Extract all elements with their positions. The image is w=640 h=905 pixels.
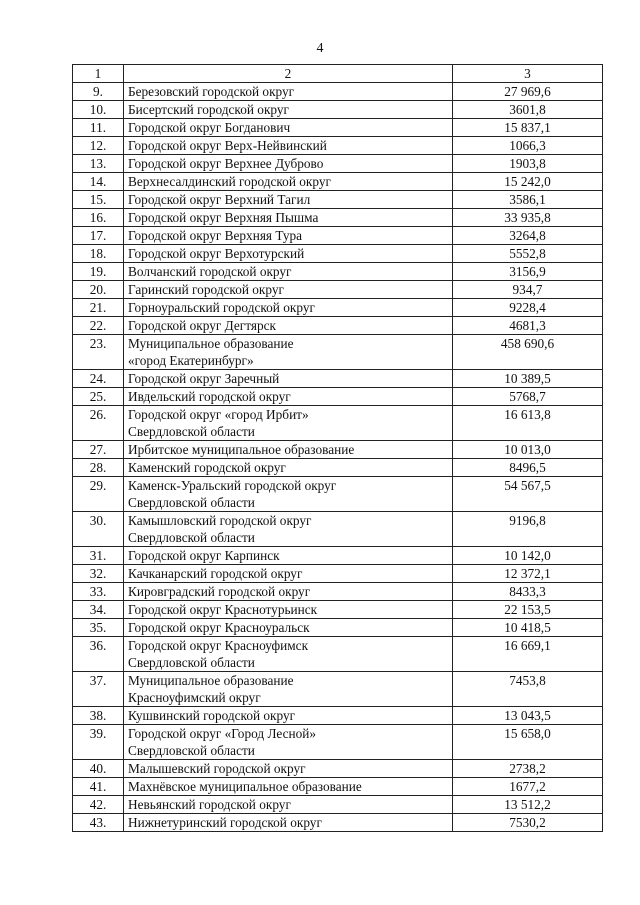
amount-cell: 33 935,8	[453, 209, 603, 227]
municipality-name-cell: Городской округ Карпинск	[124, 547, 453, 565]
row-number-cell: 16.	[73, 209, 124, 227]
table-row	[73, 565, 603, 583]
municipality-name-cell: Верхнесалдинский городской округ	[124, 173, 453, 191]
amount-cell: 15 242,0	[453, 173, 603, 191]
amount-cell: 10 142,0	[453, 547, 603, 565]
municipality-name-cell: Городской округ Заречный	[124, 370, 453, 388]
table-row	[73, 477, 603, 512]
row-number-cell: 28.	[73, 459, 124, 477]
amount-cell: 1066,3	[453, 137, 603, 155]
row-number-cell: 39.	[73, 725, 124, 760]
amount-cell: 27 969,6	[453, 83, 603, 101]
row-number-cell: 15.	[73, 191, 124, 209]
page-number: 4	[316, 41, 324, 56]
table-row	[73, 173, 603, 191]
table-row	[73, 209, 603, 227]
amount-cell: 5768,7	[453, 388, 603, 406]
amount-cell: 8496,5	[453, 459, 603, 477]
municipality-name-cell: Городской округ Богданович	[124, 119, 453, 137]
municipality-name-cell: Качканарский городской округ	[124, 565, 453, 583]
table-row	[73, 760, 603, 778]
amount-cell: 16 613,8	[453, 406, 603, 441]
row-number-cell: 17.	[73, 227, 124, 245]
table-row	[73, 725, 603, 760]
row-number-cell: 29.	[73, 477, 124, 512]
amount-cell: 13 512,2	[453, 796, 603, 814]
table-row	[73, 583, 603, 601]
amount-cell: 13 043,5	[453, 707, 603, 725]
table-row	[73, 512, 603, 547]
amount-cell: 10 013,0	[453, 441, 603, 459]
row-number-cell: 41.	[73, 778, 124, 796]
municipality-name-cell: Махнёвское муниципальное образование	[124, 778, 453, 796]
municipality-name-cell: Городской округ Верхний Тагил	[124, 191, 453, 209]
municipality-name-cell: Городской округ Верхняя Тура	[124, 227, 453, 245]
amount-cell: 9228,4	[453, 299, 603, 317]
municipality-name-cell: Городской округ Верхнее Дуброво	[124, 155, 453, 173]
row-number-cell: 22.	[73, 317, 124, 335]
row-number-cell: 9.	[73, 83, 124, 101]
municipality-name-cell: Нижнетуринский городской округ	[124, 814, 453, 832]
table-row	[73, 672, 603, 707]
table-row	[73, 155, 603, 173]
amount-cell: 54 567,5	[453, 477, 603, 512]
data-table	[72, 64, 603, 832]
amount-cell: 1677,2	[453, 778, 603, 796]
amount-cell: 7530,2	[453, 814, 603, 832]
municipality-name-cell: Кушвинский городской округ	[124, 707, 453, 725]
municipality-name-cell: Городской округ Верхняя Пышма	[124, 209, 453, 227]
municipality-name-cell: Кировградский городской округ	[124, 583, 453, 601]
header-col-1: 1	[73, 65, 124, 83]
table-row	[73, 406, 603, 441]
amount-cell: 15 837,1	[453, 119, 603, 137]
row-number-cell: 13.	[73, 155, 124, 173]
header-col-2: 2	[124, 65, 453, 83]
table-row	[73, 83, 603, 101]
row-number-cell: 31.	[73, 547, 124, 565]
row-number-cell: 38.	[73, 707, 124, 725]
row-number-cell: 12.	[73, 137, 124, 155]
municipality-name-cell: Муниципальное образование Красноуфимский округ	[124, 672, 453, 707]
municipality-name-cell: Камышловский городской округ Свердловской области	[124, 512, 453, 547]
row-number-cell: 23.	[73, 335, 124, 370]
header-row	[73, 65, 603, 83]
table-row	[73, 263, 603, 281]
table-row	[73, 370, 603, 388]
table-row	[73, 388, 603, 406]
municipality-name-cell: Городской округ Краснотурьинск	[124, 601, 453, 619]
municipality-name-cell: Бисертский городской округ	[124, 101, 453, 119]
table-row	[73, 245, 603, 263]
row-number-cell: 35.	[73, 619, 124, 637]
row-number-cell: 11.	[73, 119, 124, 137]
municipality-name-cell: Городской округ Красноуфимск Свердловской области	[124, 637, 453, 672]
table-row	[73, 778, 603, 796]
municipality-name-cell: Городской округ Красноуральск	[124, 619, 453, 637]
table-row	[73, 137, 603, 155]
amount-cell: 458 690,6	[453, 335, 603, 370]
amount-cell: 934,7	[453, 281, 603, 299]
municipality-name-cell: Городской округ Дегтярск	[124, 317, 453, 335]
row-number-cell: 42.	[73, 796, 124, 814]
amount-cell: 3601,8	[453, 101, 603, 119]
amount-cell: 3264,8	[453, 227, 603, 245]
row-number-cell: 14.	[73, 173, 124, 191]
municipality-name-cell: Муниципальное образование «город Екатеринбург»	[124, 335, 453, 370]
amount-cell: 16 669,1	[453, 637, 603, 672]
row-number-cell: 43.	[73, 814, 124, 832]
table-row	[73, 281, 603, 299]
table-row	[73, 317, 603, 335]
amount-cell: 5552,8	[453, 245, 603, 263]
municipality-name-cell: Ивдельский городской округ	[124, 388, 453, 406]
amount-cell: 8433,3	[453, 583, 603, 601]
municipality-name-cell: Каменский городской округ	[124, 459, 453, 477]
row-number-cell: 33.	[73, 583, 124, 601]
amount-cell: 10 389,5	[453, 370, 603, 388]
amount-cell: 10 418,5	[453, 619, 603, 637]
table-row	[73, 101, 603, 119]
table-row	[73, 441, 603, 459]
row-number-cell: 24.	[73, 370, 124, 388]
municipality-name-cell: Березовский городской округ	[124, 83, 453, 101]
municipality-name-cell: Невьянский городской округ	[124, 796, 453, 814]
table-row	[73, 637, 603, 672]
table-header	[73, 65, 603, 83]
amount-cell: 9196,8	[453, 512, 603, 547]
amount-cell: 15 658,0	[453, 725, 603, 760]
municipality-name-cell: Каменск-Уральский городской округ Свердловской области	[124, 477, 453, 512]
table-row	[73, 707, 603, 725]
municipality-name-cell: Городской округ Верх-Нейвинский	[124, 137, 453, 155]
row-number-cell: 26.	[73, 406, 124, 441]
row-number-cell: 25.	[73, 388, 124, 406]
table-row	[73, 814, 603, 832]
table-row	[73, 796, 603, 814]
table-row	[73, 459, 603, 477]
municipality-name-cell: Гаринский городской округ	[124, 281, 453, 299]
municipality-name-cell: Малышевский городской округ	[124, 760, 453, 778]
row-number-cell: 34.	[73, 601, 124, 619]
municipality-name-cell: Городской округ «Город Лесной» Свердловской области	[124, 725, 453, 760]
table-row	[73, 119, 603, 137]
header-col-3: 3	[453, 65, 603, 83]
table-row	[73, 601, 603, 619]
amount-cell: 12 372,1	[453, 565, 603, 583]
table-row	[73, 335, 603, 370]
row-number-cell: 30.	[73, 512, 124, 547]
municipality-name-cell: Ирбитское муниципальное образование	[124, 441, 453, 459]
table-row	[73, 299, 603, 317]
row-number-cell: 36.	[73, 637, 124, 672]
table-row	[73, 191, 603, 209]
row-number-cell: 32.	[73, 565, 124, 583]
amount-cell: 22 153,5	[453, 601, 603, 619]
amount-cell: 3156,9	[453, 263, 603, 281]
row-number-cell: 10.	[73, 101, 124, 119]
municipality-name-cell: Горноуральский городской округ	[124, 299, 453, 317]
row-number-cell: 40.	[73, 760, 124, 778]
table-row	[73, 547, 603, 565]
table-row	[73, 227, 603, 245]
municipality-name-cell: Городской округ «город Ирбит» Свердловской области	[124, 406, 453, 441]
municipality-name-cell: Городской округ Верхотурский	[124, 245, 453, 263]
row-number-cell: 21.	[73, 299, 124, 317]
row-number-cell: 27.	[73, 441, 124, 459]
row-number-cell: 18.	[73, 245, 124, 263]
municipality-name-cell: Волчанский городской округ	[124, 263, 453, 281]
row-number-cell: 37.	[73, 672, 124, 707]
amount-cell: 1903,8	[453, 155, 603, 173]
table-body	[73, 83, 603, 832]
table-row	[73, 619, 603, 637]
amount-cell: 7453,8	[453, 672, 603, 707]
row-number-cell: 19.	[73, 263, 124, 281]
amount-cell: 2738,2	[453, 760, 603, 778]
row-number-cell: 20.	[73, 281, 124, 299]
amount-cell: 3586,1	[453, 191, 603, 209]
amount-cell: 4681,3	[453, 317, 603, 335]
